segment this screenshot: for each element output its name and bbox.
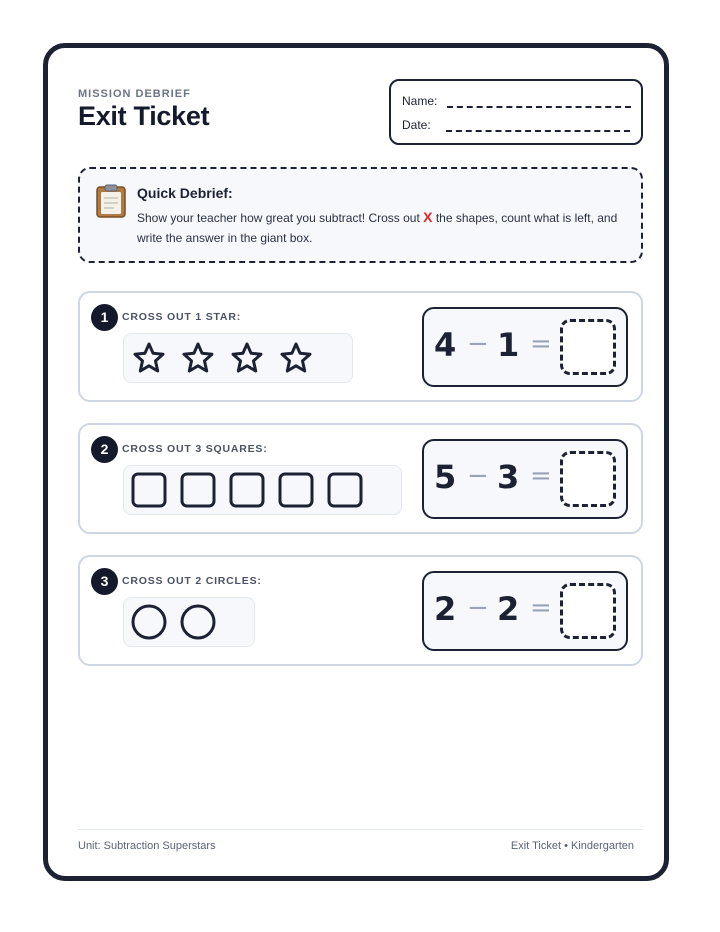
- date-field[interactable]: [446, 120, 630, 132]
- shape-tray: [123, 597, 255, 647]
- square-shape[interactable]: [278, 472, 314, 508]
- equation-box: [422, 571, 628, 651]
- minus-sign: −: [467, 461, 489, 491]
- debrief-instructions: [137, 207, 631, 248]
- problem-number-badge: 2: [91, 436, 118, 463]
- minuend: 2: [434, 590, 457, 628]
- name-row: [402, 94, 631, 108]
- square-shape[interactable]: [229, 472, 265, 508]
- star-shape[interactable]: [229, 340, 265, 376]
- problem-prompt: CROSS OUT 3 SQUARES:: [122, 443, 268, 455]
- name-label: Name:: [402, 94, 438, 108]
- eyebrow-label: MISSION DEBRIEF: [78, 88, 191, 100]
- minus-sign: −: [467, 329, 489, 359]
- minuend: 4: [434, 326, 457, 364]
- equals-sign: =: [530, 329, 552, 359]
- subtrahend: 2: [497, 590, 520, 628]
- footer-divider: [78, 829, 643, 830]
- name-date-box: [389, 79, 643, 145]
- circle-shape[interactable]: [131, 604, 167, 640]
- subtrahend: 1: [497, 326, 520, 364]
- header: [78, 88, 209, 132]
- square-shape[interactable]: [327, 472, 363, 508]
- problem-prompt: CROSS OUT 1 STAR:: [122, 311, 241, 323]
- clipboard-icon: [96, 184, 126, 218]
- problem-card-1: [78, 291, 643, 402]
- x-mark: X: [423, 209, 433, 225]
- shape-tray: [123, 333, 353, 383]
- answer-box[interactable]: [560, 583, 616, 639]
- answer-box[interactable]: [560, 319, 616, 375]
- minus-sign: −: [467, 593, 489, 623]
- star-shape[interactable]: [131, 340, 167, 376]
- circle-shape[interactable]: [180, 604, 216, 640]
- shape-tray: [123, 465, 402, 515]
- minuend: 5: [434, 458, 457, 496]
- problem-number-badge: 1: [91, 304, 118, 331]
- name-field[interactable]: [447, 96, 631, 108]
- equation-box: [422, 439, 628, 519]
- square-shape[interactable]: [180, 472, 216, 508]
- star-shape[interactable]: [180, 340, 216, 376]
- star-shape[interactable]: [278, 340, 314, 376]
- date-row: [402, 118, 630, 132]
- equation-box: [422, 307, 628, 387]
- debrief-box: [78, 167, 643, 263]
- debrief-text-end: the shapes, count what is left, and write the answer in the giant box.: [137, 211, 618, 245]
- worksheet-page: [43, 43, 669, 881]
- square-shape[interactable]: [131, 472, 167, 508]
- equals-sign: =: [530, 593, 552, 623]
- debrief-text-start: Show your teacher how great you subtract! Cross out: [137, 211, 424, 225]
- debrief-title: Quick Debrief:: [137, 185, 233, 201]
- problem-prompt: CROSS OUT 2 CIRCLES:: [122, 575, 262, 587]
- footer-unit: Unit: Subtraction Superstars: [78, 840, 216, 852]
- subtrahend: 3: [497, 458, 520, 496]
- problem-card-3: [78, 555, 643, 666]
- problem-card-2: [78, 423, 643, 534]
- answer-box[interactable]: [560, 451, 616, 507]
- date-label: Date:: [402, 118, 431, 132]
- footer-grade: Exit Ticket • Kindergarten: [510, 840, 634, 852]
- page-title: Exit Ticket: [78, 101, 210, 131]
- equals-sign: =: [530, 461, 552, 491]
- problem-number-badge: 3: [91, 568, 118, 595]
